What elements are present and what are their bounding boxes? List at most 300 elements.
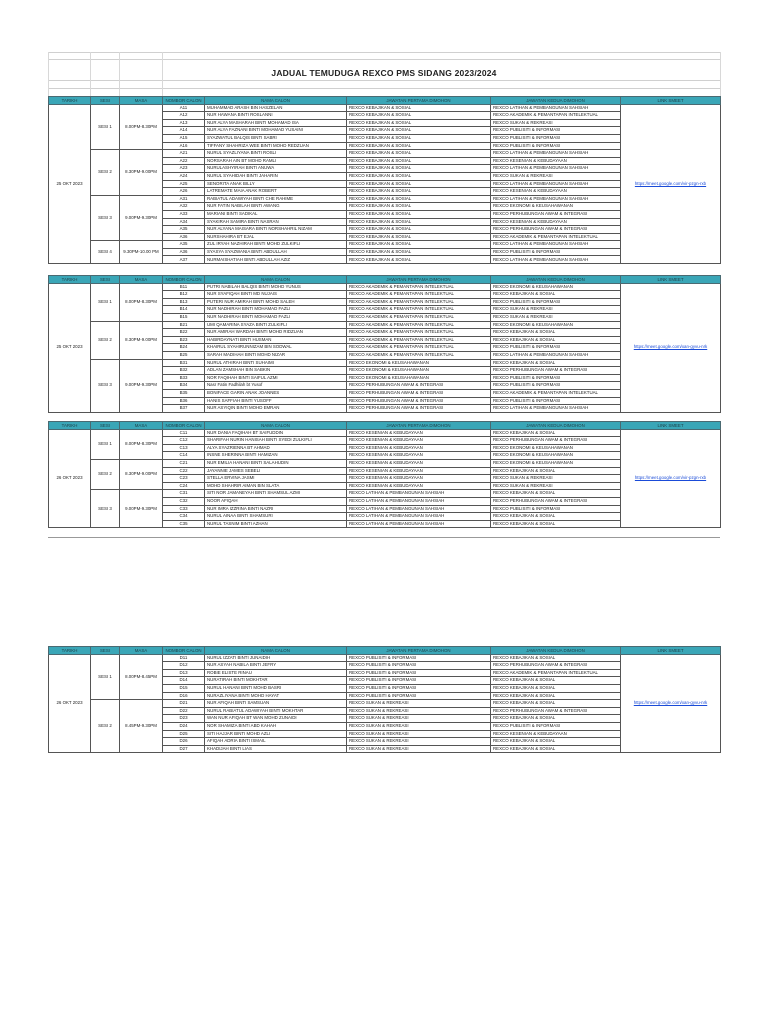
candidate-number: B36 [163,397,205,405]
first-choice-position: REXCO KEBAJIKAN & SOSIAL [347,165,491,173]
divider [48,537,720,538]
first-choice-position: REXCO AKADEMIK & PEMANTAPAN INTELEKTUAL [347,306,491,314]
date-cell: 26 OKT 2023 [49,654,91,753]
second-choice-position: REXCO LATIHAN & PEMBANGUNAN SAHSIAH [491,241,621,249]
schedule-table [48,96,721,264]
column-header: TARIKH [49,647,91,655]
candidate-name: Nasr Fatin Fadhilah bt Yusof [205,382,347,390]
grid-line [48,88,720,89]
candidate-number: A26 [163,188,205,196]
column-header: NAMA CALON [205,647,347,655]
candidate-number: B11 [163,283,205,291]
date-cell: 25 OKT 2023 [49,283,91,412]
candidate-number: D25 [163,730,205,738]
first-choice-position: REXCO PERHUBUNGAN AWAM & INTEGRASI [347,389,491,397]
candidate-number: D27 [163,745,205,753]
second-choice-position: REXCO PUBLISITI & INFORMASI [491,344,621,352]
candidate-name: SITI HAJJAR BINTI MOHD AZLI [205,730,347,738]
second-choice-position: REXCO LATIHAN & PEMBANGUNAN SAHSIAH [491,195,621,203]
time-cell: 8.00PM-8.30PM [120,429,163,459]
candidate-number: C33 [163,505,205,513]
table-row [49,359,721,367]
second-choice-position: REXCO PERHUBUNGAN AWAM & INTEGRASI [491,210,621,218]
candidate-name: SYASYA SYAZWANIA BINTI ABDULLAH [205,248,347,256]
column-header: MASA [120,276,163,284]
first-choice-position: REXCO PERHUBUNGAN AWAM & INTEGRASI [347,397,491,405]
candidate-number: B25 [163,351,205,359]
schedule-table [48,421,721,528]
header-row [49,97,721,105]
header-row [49,647,721,655]
first-choice-position: REXCO KEBAJIKAN & SOSIAL [347,142,491,150]
second-choice-position: REXCO KEBAJIKAN & SOSIAL [491,715,621,723]
candidate-name: BONIFACE GARIN ANAK JOANNES [205,389,347,397]
first-choice-position: REXCO PUBLISITI & INFORMASI [347,662,491,670]
second-choice-position: REXCO KESENIAN & KEBUDAYAAN [491,157,621,165]
candidate-name: NUR ALYA MASHARAH BINTI MOHAMAD ISA [205,119,347,127]
candidate-number: D14 [163,677,205,685]
first-choice-position: REXCO SUKAN & REKREASI [347,707,491,715]
column-header: SESI [91,647,120,655]
candidate-name: NUR FATIN NABILAH BINTI AWANG [205,203,347,211]
second-choice-position: REXCO KEBAJIKAN & SOSIAL [491,291,621,299]
candidate-number: D16 [163,692,205,700]
column-header: TARIKH [49,276,91,284]
session-cell: SESI 3 [91,195,120,241]
second-choice-position: REXCO SUKAN & REKREASI [491,313,621,321]
first-choice-position: REXCO KEBAJIKAN & SOSIAL [347,104,491,112]
candidate-name: NURUL TASNIM BINTI AZHAN [205,520,347,528]
candidate-number: C24 [163,482,205,490]
candidate-name: NOR FAQIHAH BINTI SAIFUL AZMI [205,374,347,382]
candidate-name: SYAZWATUL BALQIS BINTI SABRI [205,134,347,142]
candidate-number: A32 [163,203,205,211]
first-choice-position: REXCO KEBAJIKAN & SOSIAL [347,248,491,256]
meet-link[interactable]: https://meet.google.com/vir-pzgn-rxb [621,104,721,263]
second-choice-position: REXCO KEBAJIKAN & SOSIAL [491,520,621,528]
second-choice-position: REXCO KEBAJIKAN & SOSIAL [491,490,621,498]
column-header: LINK SMEET [621,276,721,284]
candidate-name: KHADIJAH BINTI LIAS [205,745,347,753]
candidate-name: SENORITA ANAK BILLY [205,180,347,188]
candidate-number: C32 [163,497,205,505]
column-header: JAWATAN PERTAMA DIMOHON [347,276,491,284]
candidate-name: INSNE SHERINNA BINTI HAMIZAN [205,452,347,460]
candidate-number: A31 [163,195,205,203]
candidate-name: NUR ALYA FAZNANI BINTI MOHAMAD YUSAINI [205,127,347,135]
grid-line [48,52,720,53]
candidate-name: PUTERI NUR AMIRAH BINTI MOHD SALEH [205,298,347,306]
second-choice-position: REXCO KEBAJIKAN & SOSIAL [491,513,621,521]
time-cell: 9.30PM-10.00 PM [120,241,163,264]
second-choice-position: REXCO LATIHAN & PEMBANGUNAN SAHSIAH [491,256,621,264]
session-cell: SESI 3 [91,490,120,528]
second-choice-position: REXCO PUBLISITI & INFORMASI [491,142,621,150]
candidate-name: MUHAMMAD ARASH BIN HASZELAN [205,104,347,112]
first-choice-position: REXCO AKADEMIK & PEMANTAPAN INTELEKTUAL [347,329,491,337]
second-choice-position: REXCO KEBAJIKAN & SOSIAL [491,745,621,753]
column-header: JAWATAN KEDUA DIMOHON [491,422,621,430]
candidate-name: NUR ALYANA MAISARA BINTI NORSHAHRIL NIZAM [205,226,347,234]
candidate-number: B21 [163,321,205,329]
session-cell: SESI 1 [91,654,120,700]
schedule-table [48,275,721,413]
first-choice-position: REXCO LATIHAN & PEMBANGUNAN SAHSIAH [347,497,491,505]
table-row [49,241,721,249]
candidate-number: A35 [163,241,205,249]
candidate-name: PUTRI NABILAH BALQIS BINTI MOHD YUNUS [205,283,347,291]
second-choice-position: REXCO PERHUBUNGAN AWAM & INTEGRASI [491,437,621,445]
first-choice-position: REXCO AKADEMIK & PEMANTAPAN INTELEKTUAL [347,321,491,329]
candidate-number: A22 [163,157,205,165]
candidate-name: SITI NOR JAMANEYAH BINTI SHAMSUL AZMI [205,490,347,498]
candidate-name: NURUL SYAZLIYANA BINTI ROSLI [205,150,347,158]
header-row [49,276,721,284]
grid-line [720,52,721,96]
second-choice-position: REXCO SUKAN & REKREASI [491,172,621,180]
candidate-number: C23 [163,475,205,483]
candidate-number: D21 [163,700,205,708]
first-choice-position: REXCO AKADEMIK & PEMANTAPAN INTELEKTUAL [347,291,491,299]
time-cell: 8.45PM-9.30PM [120,700,163,753]
first-choice-position: REXCO PUBLISITI & INFORMASI [347,669,491,677]
column-header: TARIKH [49,97,91,105]
first-choice-position: REXCO KEBAJIKAN & SOSIAL [347,233,491,241]
first-choice-position: REXCO AKADEMIK & PEMANTAPAN INTELEKTUAL [347,283,491,291]
candidate-name: HABIRDAYNATI BINTI HUSMAN [205,336,347,344]
time-cell: 9.00PM-9.30PM [120,490,163,528]
candidate-number: B32 [163,367,205,375]
first-choice-position: REXCO KESENIAN & KEBUDAYAAN [347,475,491,483]
first-choice-position: REXCO AKADEMIK & PEMANTAPAN INTELEKTUAL [347,336,491,344]
candidate-name: SHARIFAH NURIN HANISAH BINTI SYEDI ZULKIFLI [205,437,347,445]
second-choice-position: REXCO PUBLISITI & INFORMASI [491,397,621,405]
first-choice-position: REXCO PUBLISITI & INFORMASI [347,654,491,662]
first-choice-position: REXCO EKONOMI & KEUSAHAWANAN [347,359,491,367]
first-choice-position: REXCO PERHUBUNGAN AWAM & INTEGRASI [347,382,491,390]
second-choice-position: REXCO KEBAJIKAN & SOSIAL [491,692,621,700]
second-choice-position: REXCO KESENIAN & KEBUDAYAAN [491,188,621,196]
candidate-number: C13 [163,444,205,452]
candidate-number: A33 [163,210,205,218]
meet-link[interactable]: https://meet.google.com/xan-gyvu-nrk [621,654,721,753]
session-cell: SESI 4 [91,241,120,264]
first-choice-position: REXCO KESENIAN & KEBUDAYAAN [347,452,491,460]
candidate-name: WAN NUR AFIQAH BT WAN MOHD ZUNAIDI [205,715,347,723]
candidate-name: ADLAN ZAMSHAH BIN SABKIN [205,367,347,375]
column-header: NOMBOR CALON [163,422,205,430]
table-row [49,283,721,291]
candidate-name: ROBIE ELISTE RINAU [205,669,347,677]
candidate-number: B14 [163,306,205,314]
candidate-number: D12 [163,662,205,670]
first-choice-position: REXCO PUBLISITI & INFORMASI [347,677,491,685]
meet-link[interactable]: https://meet.google.com/vir-pzgn-rxb [621,429,721,528]
column-header: SESI [91,276,120,284]
candidate-number: C14 [163,452,205,460]
first-choice-position: REXCO SUKAN & REKREASI [347,745,491,753]
time-cell: 8.00PM-8.30PM [120,104,163,150]
candidate-name: NURUL RABIATUL ADAWIYAH BINTI MOKHTAR [205,707,347,715]
schedule-table [48,646,721,753]
second-choice-position: REXCO PUBLISITI & INFORMASI [491,722,621,730]
second-choice-position: REXCO SUKAN & REKREASI [491,119,621,127]
candidate-number: C34 [163,513,205,521]
candidate-name: MOHD SHAHRIR AIMAN BIN SLATA [205,482,347,490]
candidate-number: B15 [163,313,205,321]
candidate-name: NURMAISHATIAH BINTI ABDULLAH AZIZ [205,256,347,264]
table-row [49,321,721,329]
column-header: LINK SMEET [621,647,721,655]
candidate-number: B35 [163,389,205,397]
candidate-number: D26 [163,738,205,746]
second-choice-position: REXCO PUBLISITI & INFORMASI [491,374,621,382]
candidate-number: A11 [163,104,205,112]
session-cell: SESI 1 [91,429,120,459]
column-header: MASA [120,647,163,655]
candidate-name: NUR NADHIRAH BINTI MOHAMAD FAZLI [205,306,347,314]
first-choice-position: REXCO AKADEMIK & PEMANTAPAN INTELEKTUAL [347,344,491,352]
candidate-number: A14 [163,127,205,135]
second-choice-position: REXCO PUBLISITI & INFORMASI [491,382,621,390]
candidate-number: A34 [163,218,205,226]
session-cell: SESI 1 [91,283,120,321]
candidate-name: NURATIRAH BINTI MOKHTAR [205,677,347,685]
second-choice-position: REXCO KEBAJIKAN & SOSIAL [491,684,621,692]
first-choice-position: REXCO PUBLISITI & INFORMASI [347,692,491,700]
time-cell: 8.30PM-9.00PM [120,459,163,489]
second-choice-position: REXCO KEBAJIKAN & SOSIAL [491,336,621,344]
candidate-number: B37 [163,405,205,413]
candidate-name: NUR EMILIA HANANI BINTI SALAHUDIN [205,459,347,467]
candidate-number: A21 [163,150,205,158]
second-choice-position: REXCO EKONOMI & KEUSAHAWANAN [491,459,621,467]
table-row [49,429,721,437]
first-choice-position: REXCO KEBAJIKAN & SOSIAL [347,241,491,249]
candidate-number: B23 [163,336,205,344]
candidate-number: B33 [163,374,205,382]
column-header: MASA [120,422,163,430]
second-choice-position: REXCO AKADEMIK & PEMANTAPAN INTELEKTUAL [491,389,621,397]
second-choice-position: REXCO AKADEMIK & PEMANTAPAN INTELEKTUAL [491,112,621,120]
column-header: NAMA CALON [205,276,347,284]
first-choice-position: REXCO KEBAJIKAN & SOSIAL [347,180,491,188]
second-choice-position: REXCO KEBAJIKAN & SOSIAL [491,329,621,337]
first-choice-position: REXCO PERHUBUNGAN AWAM & INTEGRASI [347,405,491,413]
second-choice-position: REXCO KEBAJIKAN & SOSIAL [491,359,621,367]
session-cell: SESI 2 [91,321,120,359]
candidate-name: NUR NADHIRAH BINTI MOHAMAD FAZLI [205,313,347,321]
date-cell: 26 OKT 2023 [49,429,91,528]
candidate-number: A23 [163,165,205,173]
time-cell: 9.00PM-9.30PM [120,195,163,241]
second-choice-position: REXCO AKADEMIK & PEMANTAPAN INTELEKTUAL [491,669,621,677]
first-choice-position: REXCO KESENIAN & KEBUDAYAAN [347,429,491,437]
column-header: NAMA CALON [205,422,347,430]
first-choice-position: REXCO LATIHAN & PEMBANGUNAN SAHSIAH [347,490,491,498]
candidate-name: LATREMATE MAIA ANAK ROBERT [205,188,347,196]
candidate-number: A25 [163,180,205,188]
second-choice-position: REXCO KEBAJIKAN & SOSIAL [491,738,621,746]
candidate-number: A36 [163,233,205,241]
candidate-name: NUR ASYIQIN BINTI MOHD EMRAN [205,405,347,413]
candidate-number: A15 [163,134,205,142]
column-header: JAWATAN PERTAMA DIMOHON [347,97,491,105]
session-cell: SESI 3 [91,359,120,412]
first-choice-position: REXCO SUKAN & REKREASI [347,738,491,746]
first-choice-position: REXCO KEBAJIKAN & SOSIAL [347,134,491,142]
column-header: TARIKH [49,422,91,430]
first-choice-position: REXCO KESENIAN & KEBUDAYAAN [347,437,491,445]
candidate-number: C11 [163,429,205,437]
first-choice-position: REXCO KESENIAN & KEBUDAYAAN [347,459,491,467]
column-header: JAWATAN PERTAMA DIMOHON [347,422,491,430]
second-choice-position: REXCO KEBAJIKAN & SOSIAL [491,700,621,708]
table-row [49,459,721,467]
first-choice-position: REXCO AKADEMIK & PEMANTAPAN INTELEKTUAL [347,351,491,359]
second-choice-position: REXCO LATIHAN & PEMBANGUNAN SAHSIAH [491,180,621,188]
grid-line [48,80,720,81]
second-choice-position: REXCO PUBLISITI & INFORMASI [491,127,621,135]
candidate-name: NOOR AFIQAH [205,497,347,505]
candidate-number: A24 [163,172,205,180]
first-choice-position: REXCO EKONOMI & KEUSAHAWANAN [347,374,491,382]
column-header: SESI [91,97,120,105]
candidate-name: HANIS SAFFIAH BINTI YUSOFF [205,397,347,405]
second-choice-position: REXCO PERHUBUNGAN AWAM & INTEGRASI [491,226,621,234]
candidate-name: SARAH MADIHAH BINTI MOHD NIZAR [205,351,347,359]
candidate-name: NUR ASYAH NABILA BINTI JEFRY [205,662,347,670]
candidate-name: NOR SHAMIZA BINTI ABD KAHAH [205,722,347,730]
first-choice-position: REXCO KEBAJIKAN & SOSIAL [347,127,491,135]
candidate-number: C21 [163,459,205,467]
column-header: MASA [120,97,163,105]
candidate-number: A16 [163,142,205,150]
meet-link[interactable]: https://meet.google.com/xan-gyvu-nrk [621,283,721,412]
candidate-number: D11 [163,654,205,662]
second-choice-position: REXCO PUBLISITI & INFORMASI [491,298,621,306]
candidate-name: NUR SYAFIQAH BINTI MD NUJAIS [205,291,347,299]
second-choice-position: REXCO KESENIAN & KEBUDAYAAN [491,218,621,226]
candidate-name: NURAZLIYANA BINTI MOHD HAYAT [205,692,347,700]
second-choice-position: REXCO PERHUBUNGAN AWAM & INTEGRASI [491,497,621,505]
second-choice-position: REXCO LATIHAN & PEMBANGUNAN SAHSIAH [491,165,621,173]
candidate-name: MARIANI BINTI SADIKAL [205,210,347,218]
column-header: JAWATAN KEDUA DIMOHON [491,276,621,284]
candidate-name: NURUL ATHIRAH BINTI SUHAIMI [205,359,347,367]
column-header: NOMBOR CALON [163,97,205,105]
candidate-number: C35 [163,520,205,528]
second-choice-position: REXCO PERHUBUNGAN AWAM & INTEGRASI [491,367,621,375]
candidate-number: D15 [163,684,205,692]
session-cell: SESI 2 [91,700,120,753]
candidate-name: ZUL IRYAH NAZHIRAH BINTI MOHD ZULKIFLI [205,241,347,249]
second-choice-position: REXCO KEBAJIKAN & SOSIAL [491,467,621,475]
table-row [49,490,721,498]
first-choice-position: REXCO KEBAJIKAN & SOSIAL [347,256,491,264]
session-cell: SESI 1 [91,104,120,150]
candidate-number: A13 [163,119,205,127]
table-row [49,654,721,662]
candidate-name: SYAKIRAH SAMIRA BINTI NASRAN [205,218,347,226]
candidate-name: NORSARAH AIN BT MOHD RAMLI [205,157,347,165]
candidate-number: A12 [163,112,205,120]
table-row [49,700,721,708]
first-choice-position: REXCO LATIHAN & PEMBANGUNAN SAHSIAH [347,513,491,521]
first-choice-position: REXCO KEBAJIKAN & SOSIAL [347,119,491,127]
first-choice-position: REXCO KEBAJIKAN & SOSIAL [347,172,491,180]
first-choice-position: REXCO KESENIAN & KEBUDAYAAN [347,467,491,475]
second-choice-position: REXCO PERHUBUNGAN AWAM & INTEGRASI [491,662,621,670]
candidate-name: TIFFANY SHAHRIZA WEE BINTI MOHD REDZUAN [205,142,347,150]
candidate-number: B31 [163,359,205,367]
first-choice-position: REXCO PUBLISITI & INFORMASI [347,684,491,692]
first-choice-position: REXCO KESENIAN & KEBUDAYAAN [347,482,491,490]
second-choice-position: REXCO KEBAJIKAN & SOSIAL [491,429,621,437]
candidate-name: NURUL SYAHIDAH BINTI JAHARIN [205,172,347,180]
date-cell: 25 OKT 2023 [49,104,91,263]
candidate-name: NUR AFIQAH BINTI SAMSUAN [205,700,347,708]
candidate-name: NURULASHYIRAH BINTI ANUWA [205,165,347,173]
second-choice-position: REXCO EKONOMI & KEUSAHAWANAN [491,203,621,211]
first-choice-position: REXCO KEBAJIKAN & SOSIAL [347,210,491,218]
candidate-name: NUR DANIA FAQIHAH BT SAIFUDDIN [205,429,347,437]
first-choice-position: REXCO SUKAN & REKREASI [347,700,491,708]
column-header: LINK SMEET [621,422,721,430]
second-choice-position: REXCO PUBLISITI & INFORMASI [491,505,621,513]
candidate-number: D23 [163,715,205,723]
candidate-number: C12 [163,437,205,445]
table-row [49,104,721,112]
candidate-name: ALYA SYAZRIENNA BT AHMAD [205,444,347,452]
table-row [49,150,721,158]
candidate-number: A35 [163,226,205,234]
page-title: JADUAL TEMUDUGA REXCO PMS SIDANG 2023/2024 [271,68,497,78]
second-choice-position: REXCO PUBLISITI & INFORMASI [491,134,621,142]
second-choice-position: REXCO KESENIAN & KEBUDAYAAN [491,730,621,738]
candidate-number: B22 [163,329,205,337]
first-choice-position: REXCO SUKAN & REKREASI [347,730,491,738]
candidate-number: A37 [163,256,205,264]
session-cell: SESI 2 [91,150,120,196]
time-cell: 8.30PM-9.00PM [120,321,163,359]
candidate-name: NURSHAHIRA BT EJAL [205,233,347,241]
second-choice-position: REXCO LATIHAN & PEMBANGUNAN SAHSIAH [491,104,621,112]
candidate-number: D22 [163,707,205,715]
second-choice-position: REXCO PERHUBUNGAN AWAM & INTEGRASI [491,707,621,715]
second-choice-position: REXCO LATIHAN & PEMBANGUNAN SAHSIAH [491,150,621,158]
first-choice-position: REXCO KEBAJIKAN & SOSIAL [347,226,491,234]
candidate-number: B12 [163,291,205,299]
column-header: JAWATAN PERTAMA DIMOHON [347,647,491,655]
candidate-number: D24 [163,722,205,730]
column-header: NOMBOR CALON [163,276,205,284]
second-choice-position: REXCO EKONOMI & KEUSAHAWANAN [491,452,621,460]
candidate-name: NUR IMRA IZZRINA BINTI NAZRI [205,505,347,513]
first-choice-position: REXCO SUKAN & REKREASI [347,722,491,730]
first-choice-position: REXCO KEBAJIKAN & SOSIAL [347,203,491,211]
candidate-name: JAYANNIE JAMES SEBELI [205,467,347,475]
table-row [49,195,721,203]
candidate-name: NURUL HANANI BINTI MOHD BASRI [205,684,347,692]
candidate-number: C31 [163,490,205,498]
second-choice-position: REXCO KEBAJIKAN & SOSIAL [491,677,621,685]
first-choice-position: REXCO KEBAJIKAN & SOSIAL [347,157,491,165]
first-choice-position: REXCO LATIHAN & PEMBANGUNAN SAHSIAH [347,505,491,513]
time-cell: 8.30PM-9.00PM [120,150,163,196]
candidate-number: B13 [163,298,205,306]
first-choice-position: REXCO EKONOMI & KEUSAHAWANAN [347,367,491,375]
